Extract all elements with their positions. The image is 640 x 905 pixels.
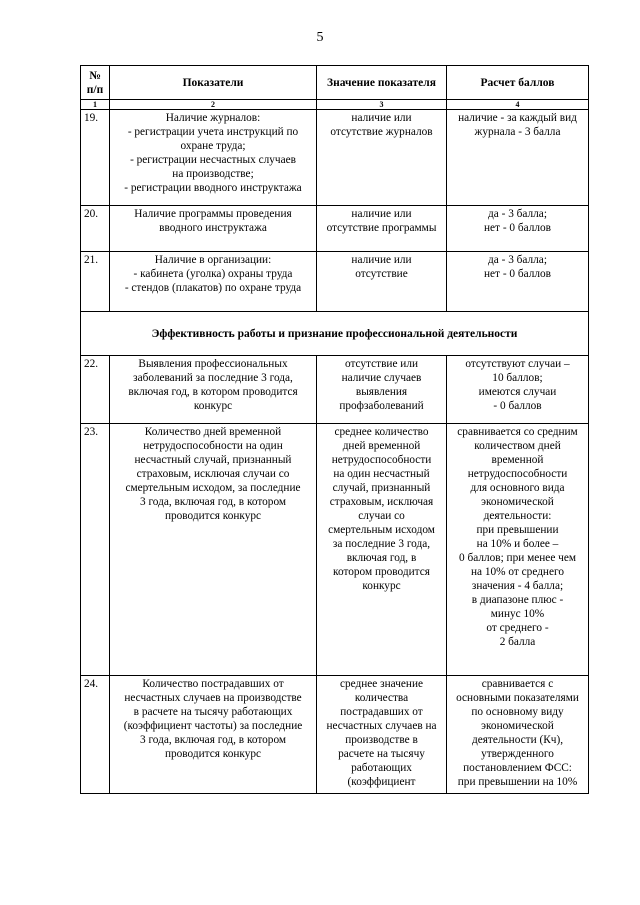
score-cell: сравнивается с основными показателями по основному виду экономической деятельности (Кч), утвержденного постановлением ФСС: при превышении на 10%	[447, 676, 589, 794]
col-index: 2	[110, 100, 317, 110]
header-value: Значение показателя	[317, 66, 447, 100]
indicators-table	[80, 65, 589, 794]
col-index: 3	[317, 100, 447, 110]
indicator-cell: Выявления профессиональных заболеваний за последние 3 года, включая год, в котором проводится конкурс	[110, 356, 317, 424]
column-index-row	[81, 100, 589, 110]
row-number: 20.	[81, 206, 110, 252]
row-number: 24.	[81, 676, 110, 794]
indicator-cell: Наличие программы проведения вводного инструктажа	[110, 206, 317, 252]
table-row	[81, 424, 589, 676]
score-cell: да - 3 балла; нет - 0 баллов	[447, 252, 589, 312]
header-row	[81, 66, 589, 100]
row-number: 22.	[81, 356, 110, 424]
value-cell: среднее количество дней временной нетрудоспособности на один несчастный случай, признанный страховым, исключая случаи со смертельным исходом за последние 3 года, включая год, в котором проводится конкурс	[317, 424, 447, 676]
score-cell: отсутствуют случаи – 10 баллов; имеются случаи - 0 баллов	[447, 356, 589, 424]
row-number: 19.	[81, 110, 110, 206]
indicator-cell: Наличие в организации: - кабинета (уголка) охраны труда - стендов (плакатов) по охране труда	[110, 252, 317, 312]
score-cell: да - 3 балла; нет - 0 баллов	[447, 206, 589, 252]
value-cell: наличие или отсутствие журналов	[317, 110, 447, 206]
value-cell: наличие или отсутствие	[317, 252, 447, 312]
table-row	[81, 356, 589, 424]
indicator-cell: Наличие журналов: - регистрации учета инструкций по охране труда; - регистрации несчастных случаев на производстве; - регистрации вводного инструктажа	[110, 110, 317, 206]
table-row	[81, 252, 589, 312]
header-num: № п/п	[81, 66, 110, 100]
value-cell: среднее значение количества пострадавших от несчастных случаев на производстве в расчете на тысячу работающих (коэффициент	[317, 676, 447, 794]
score-cell: сравнивается со средним количеством дней временной нетрудоспособности для основного вида экономической деятельности: при превышении на 10% и более – 0 баллов; при менее чем на 10% от среднего значения - 4 балла; в диапазоне плюс - минус 10% от среднего - 2 балла	[447, 424, 589, 676]
row-number: 21.	[81, 252, 110, 312]
section-title: Эффективность работы и признание профессиональной деятельности	[81, 312, 589, 356]
row-number: 23.	[81, 424, 110, 676]
col-index: 4	[447, 100, 589, 110]
indicator-cell: Количество пострадавших от несчастных случаев на производстве в расчете на тысячу работающих (коэффициент частоты) за последние 3 года, включая год, в котором проводится конкурс	[110, 676, 317, 794]
table-row	[81, 206, 589, 252]
header-indicator: Показатели	[110, 66, 317, 100]
section-row	[81, 312, 589, 356]
indicator-cell: Количество дней временной нетрудоспособности на один несчастный случай, признанный страховым, исключая случаи со смертельным исходом, за последние 3 года, включая год, в котором проводится конкурс	[110, 424, 317, 676]
col-index: 1	[81, 100, 110, 110]
table-row	[81, 110, 589, 206]
header-score: Расчет баллов	[447, 66, 589, 100]
score-cell: наличие - за каждый вид журнала - 3 балла	[447, 110, 589, 206]
table-row	[81, 676, 589, 794]
value-cell: наличие или отсутствие программы	[317, 206, 447, 252]
page-number: 5	[316, 30, 324, 45]
value-cell: отсутствие или наличие случаев выявления профзаболеваний	[317, 356, 447, 424]
